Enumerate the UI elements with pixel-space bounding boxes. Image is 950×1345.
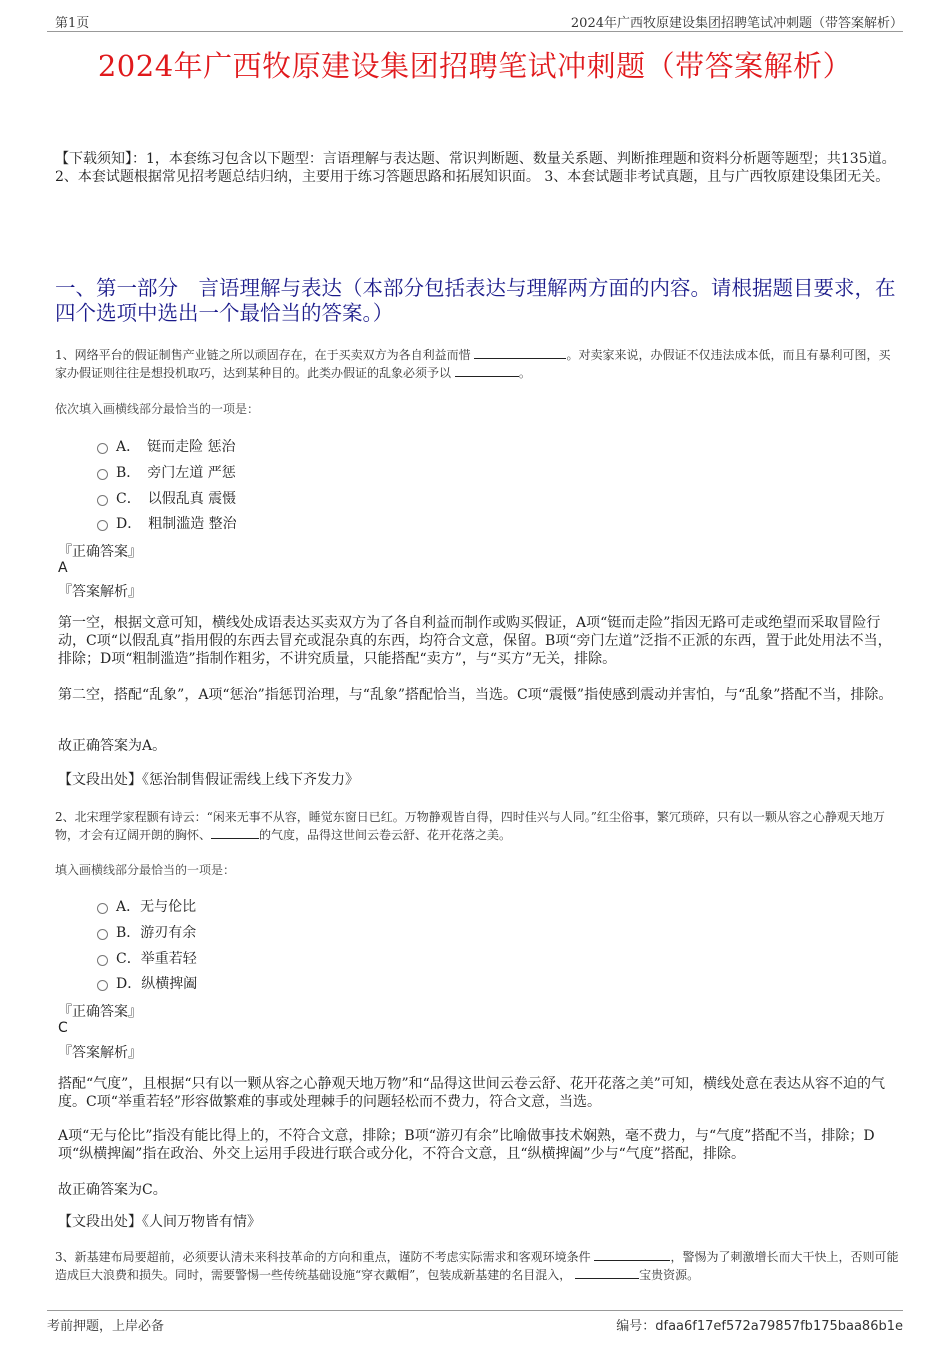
question-1-blank-2 bbox=[455, 364, 519, 377]
radio-icon[interactable] bbox=[97, 929, 108, 940]
option-label: B．游刃有余 bbox=[116, 925, 197, 941]
question-1-answer-label: 『正确答案』 bbox=[58, 544, 142, 560]
question-2-source: 【文段出处】《人间万物皆有情》 bbox=[58, 1214, 261, 1230]
question-2-blank bbox=[211, 826, 259, 839]
running-header-title: 2024年广西牧原建设集团招聘笔试冲刺题（带答案解析） bbox=[570, 16, 903, 31]
question-1-analysis-label: 『答案解析』 bbox=[58, 584, 142, 600]
question-2-analysis-p2: A项“无与伦比”指没有能比得上的，不符合文意，排除；B项“游刃有余”比喻做事技术娴熟，毫不费力，与“气度”搭配不当，排除；D项“纵横捭阖”指在政治、外交上运用手段进行联合或分化，不符合文意，且“纵横捭阖”少与“气度”搭配，排除。 bbox=[58, 1128, 875, 1162]
option-label: D． 粗制滥造 整治 bbox=[116, 516, 237, 532]
question-2-instruction: 填入画横线部分最恰当的一项是： bbox=[55, 863, 236, 877]
page-number: 第1页 bbox=[55, 16, 90, 31]
question-1-blank-1 bbox=[474, 346, 566, 359]
option-label: C．举重若轻 bbox=[116, 951, 197, 967]
question-1-instruction: 依次填入画横线部分最恰当的一项是： bbox=[55, 402, 260, 416]
question-1-answer: A bbox=[58, 560, 68, 576]
question-2-option-c[interactable] bbox=[97, 948, 197, 968]
question-1-option-c[interactable] bbox=[97, 488, 236, 508]
option-label: B． 旁门左道 严惩 bbox=[116, 465, 236, 481]
question-1-option-b[interactable] bbox=[97, 462, 236, 482]
section-heading: 一、第一部分 言语理解与表达（本部分包括表达与理解两方面的内容。请根据题目要求，在四个选项中选出一个最恰当的答案。） bbox=[55, 276, 896, 325]
question-2-option-a[interactable] bbox=[97, 896, 196, 916]
option-label: A．无与伦比 bbox=[116, 899, 197, 915]
question-2-option-d[interactable] bbox=[97, 973, 197, 993]
question-3-blank-1 bbox=[594, 1248, 670, 1261]
radio-icon[interactable] bbox=[97, 443, 108, 454]
question-2-analysis-p3: 故正确答案为C。 bbox=[58, 1182, 167, 1198]
header-divider bbox=[47, 31, 903, 32]
question-2-text: 2、北宋理学家程颢有诗云：“闲来无事不从容，睡觉东窗日已红。万物静观皆自得，四时佳兴与人同。”红尘俗事，繁冗琐碎，只有以一颗从容之心静观天地万物，才会有辽阔开朗的胸怀、 的气度，品得这世间云卷云舒、花开花落之美。 bbox=[55, 810, 885, 842]
radio-icon[interactable] bbox=[97, 980, 108, 991]
radio-icon[interactable] bbox=[97, 495, 108, 506]
question-1-analysis-p1: 第一空，根据文意可知，横线处成语表达买卖双方为了各自利益而制作或购买假证，A项“铤而走险”指因无路可走或绝望而采取冒险行动，C项“以假乱真”指用假的东西去冒充或混杂真的东西，均符合文意，保留。B项“旁门左道”泛指不正派的东西，置于此处用法不当，排除；D项“粗制滥造”指制作粗劣，不讲究质量，只能搭配“卖方”，与“买方”无关，排除。 bbox=[58, 615, 892, 667]
question-3-text: 3、新基建布局要超前，必须要认清未来科技革命的方向和重点，谨防不考虑实际需求和客观环境条件 ，警惕为了刺激增长而大干快上，否则可能造成巨大浪费和损失。同时，需要警惕一些传统基础设施“穿衣戴帽”，包装成新基建的名目混入， 宝贵资源。 bbox=[55, 1250, 899, 1282]
question-1-text: 1、网络平台的假证制售产业链之所以顽固存在，在于买卖双方为各自利益而惜 。对卖家来说，办假证不仅违法成本低，而且有暴利可图，买家办假证则往往是想投机取巧，达到某种目的。此类办假证的乱象必须予以 。 bbox=[55, 348, 891, 380]
question-1-option-a[interactable] bbox=[97, 436, 236, 456]
radio-icon[interactable] bbox=[97, 469, 108, 480]
question-1-analysis-p2: 第二空，搭配“乱象”，A项“惩治”指惩罚治理，与“乱象”搭配恰当，当选。C项“震慑”指使感到震动并害怕，与“乱象”搭配不当，排除。 bbox=[58, 687, 893, 703]
option-label: C． 以假乱真 震慑 bbox=[116, 491, 237, 507]
question-1-source: 【文段出处】《惩治制售假证需线上线下齐发力》 bbox=[58, 772, 359, 788]
question-2-analysis-p1: 搭配“气度”，且根据“只有以一颗从容之心静观天地万物”和“品得这世间云卷云舒、花开花落之美”可知，横线处意在表达从容不迫的气度。C项“举重若轻”形容做繁难的事或处理棘手的问题轻松而不费力，符合文意，当选。 bbox=[58, 1076, 885, 1110]
option-label: A． 铤而走险 惩治 bbox=[116, 439, 236, 455]
footer-slogan: 考前押题，上岸必备 bbox=[47, 1319, 165, 1334]
radio-icon[interactable] bbox=[97, 955, 108, 966]
footer-divider bbox=[47, 1310, 903, 1311]
footer-document-code: 编号：dfaa6f17ef572a79857fb175baa86b1e bbox=[616, 1319, 903, 1334]
question-2-analysis-label: 『答案解析』 bbox=[58, 1045, 142, 1061]
question-1-option-d[interactable] bbox=[97, 513, 237, 533]
question-1-analysis-p3: 故正确答案为A。 bbox=[58, 738, 167, 754]
question-3-blank-2 bbox=[575, 1266, 639, 1279]
radio-icon[interactable] bbox=[97, 903, 108, 914]
question-2-answer-label: 『正确答案』 bbox=[58, 1004, 142, 1020]
download-notice: 【下载须知】：1，本套练习包含以下题型：言语理解与表达题、常识判断题、数量关系题、判断推理题和资料分析题等题型；共135道。 2、本套试题根据常见招考题总结归纳，主要用于练习答题思路和拓展知识面。 3、本套试题非考试真题，且与广西牧原建设集团无关。 bbox=[55, 151, 896, 185]
option-label: D．纵横捭阖 bbox=[116, 976, 198, 992]
radio-icon[interactable] bbox=[97, 520, 108, 531]
question-2-option-b[interactable] bbox=[97, 922, 196, 942]
document-title: 2024年广西牧原建设集团招聘笔试冲刺题（带答案解析） bbox=[97, 49, 853, 83]
question-2-answer: C bbox=[58, 1020, 68, 1036]
